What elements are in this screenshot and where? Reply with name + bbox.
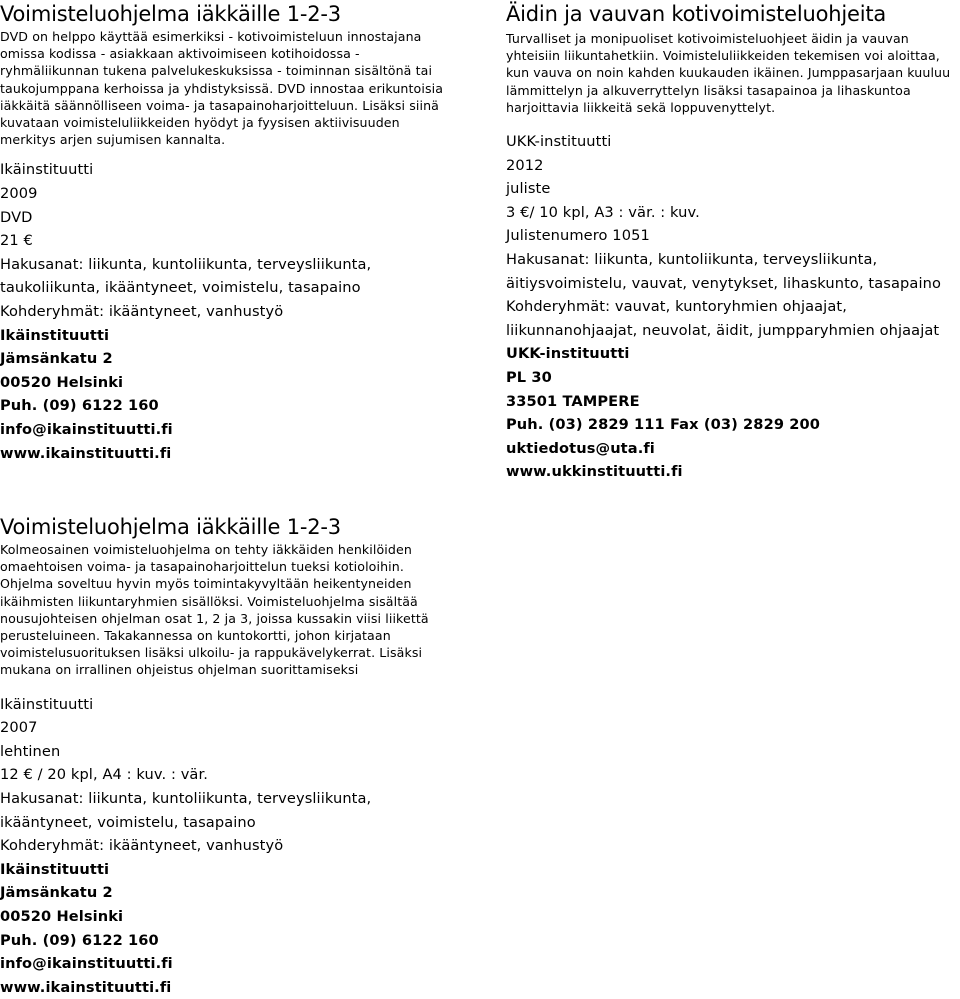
contact-phone: Puh. (09) 6122 160 — [0, 397, 159, 415]
price: 3 €/ 10 kpl, A3 : vär. : kuv. — [506, 203, 700, 221]
description-line: Kolmeosainen voimisteluohjelma on tehty iäkkäiden henkilöiden — [0, 542, 412, 557]
product-entry-1 — [0, 1, 470, 465]
entry-title: Äidin ja vauvan kotivoimisteluohjeita — [506, 2, 887, 26]
target-groups-cont: liikunnanohjaajat, neuvolat, äidit, jumpparyhmien ohjaajat — [506, 321, 940, 339]
description-line: Turvalliset ja monipuoliset kotivoimisteluohjeet äidin ja vauvan — [506, 31, 909, 46]
poster-number: Julistenumero 1051 — [506, 227, 650, 245]
keywords-cont: äitiysvoimistelu, vauvat, venytykset, lihaskunto, tasapaino — [506, 274, 941, 292]
entry-description — [0, 541, 470, 679]
year: 2007 — [0, 719, 38, 737]
description-line: yhteisiin liikuntahetkiin. Voimisteluliikkeiden tekemisen voi aloittaa, — [506, 48, 940, 64]
description-line: kuvataan voimisteluliikkeiden hyödyt ja fyysisen aktiivisuuden — [0, 115, 400, 131]
contact-po-box: PL 30 — [506, 368, 552, 386]
entry-details — [0, 158, 470, 465]
description-line: taukojumppana kerhoissa ja yhdistyksissä. DVD innostaa erikuntoisia — [0, 80, 444, 96]
contact-postal: 00520 Helsinki — [0, 373, 124, 391]
entry-details — [0, 693, 470, 999]
description-line: DVD on helppo käyttää esimerkiksi - kotivoimisteluun innostajana — [0, 29, 422, 44]
entry-details — [506, 130, 960, 484]
keywords-cont: taukoliikunta, ikääntyneet, voimistelu, tasapaino — [0, 279, 361, 297]
entry-title: Voimisteluohjelma iäkkäille 1-2-3 — [0, 2, 341, 26]
contact-street: Jämsänkatu 2 — [0, 884, 113, 902]
entry-description — [506, 30, 960, 116]
product-entry-3 — [0, 514, 470, 999]
format: juliste — [506, 180, 551, 198]
contact-phone: Puh. (09) 6122 160 — [0, 931, 159, 949]
description-line: iäkkäitä säännölliseen voima- ja tasapainoharjoitteluun. Lisäksi siinä — [0, 97, 439, 113]
description-line: ikäihmisten liikuntaryhmien sisällöksi. Voimisteluohjelma sisältää — [0, 593, 418, 609]
price: 12 € / 20 kpl, A4 : kuv. : vär. — [0, 766, 208, 784]
publisher: Ikäinstituutti — [0, 161, 94, 179]
description-line: kun vauva on noin kahden kuukauden ikäinen. Jumppasarjaan kuuluu — [506, 65, 951, 81]
year: 2009 — [0, 185, 38, 203]
description-line: ryhmäliikunnan tukena palvelukeskuksissa - toiminnan sisältönä tai — [0, 63, 433, 79]
year: 2012 — [506, 156, 544, 174]
product-entry-2 — [506, 1, 960, 484]
contact-website[interactable]: www.ikainstituutti.fi — [0, 444, 172, 462]
contact-website[interactable]: www.ikainstituutti.fi — [0, 978, 172, 996]
target-groups: Kohderyhmät: ikääntyneet, vanhustyö — [0, 837, 284, 855]
description-line: mukana on irrallinen ohjeistus ohjelman suorittamiseksi — [0, 662, 359, 678]
contact-email[interactable]: info@ikainstituutti.fi — [0, 420, 173, 438]
description-line: nousujohteisen ohjelman osat 1, 2 ja 3, joissa kussakin viisi liikettä — [0, 610, 429, 626]
target-groups: Kohderyhmät: ikääntyneet, vanhustyö — [0, 302, 284, 320]
description-line: omissa kodissa - asiakkaan aktivoimiseen kotihoidossa - — [0, 46, 360, 62]
contact-postal: 33501 TAMPERE — [506, 392, 640, 410]
contact-name: Ikäinstituutti — [0, 860, 110, 878]
description-line: harjoittavia liikkeitä sekä loppuvenyttelyt. — [506, 99, 776, 115]
price: 21 € — [0, 232, 33, 250]
publisher: Ikäinstituutti — [0, 695, 94, 713]
contact-name: UKK-instituutti — [506, 345, 630, 363]
contact-website[interactable]: www.ukkinstituutti.fi — [506, 463, 683, 481]
keywords: Hakusanat: liikunta, kuntoliikunta, terveysliikunta, — [506, 250, 878, 268]
publisher: UKK-instituutti — [506, 133, 612, 151]
contact-phone: Puh. (03) 2829 111 Fax (03) 2829 200 — [506, 416, 821, 434]
keywords: Hakusanat: liikunta, kuntoliikunta, terveysliikunta, — [0, 790, 372, 807]
entry-description — [0, 28, 470, 148]
contact-postal: 00520 Helsinki — [0, 907, 124, 925]
description-line: Ohjelma soveltuu hyvin myös toimintakyvyltään heikentyneiden — [0, 576, 412, 592]
description-line: lämmittelyn ja alkuverryttelyn lisäksi tasapainoa ja lihaskuntoa — [506, 82, 911, 98]
contact-street: Jämsänkatu 2 — [0, 350, 113, 368]
contact-email[interactable]: info@ikainstituutti.fi — [0, 955, 173, 973]
description-line: omaehtoisen voima- ja tasapainoharjoittelun tueksi kotioloihin. — [0, 559, 404, 575]
contact-email[interactable]: uktiedotus@uta.fi — [506, 439, 655, 457]
description-line: merkitys arjen sujumisen kannalta. — [0, 132, 226, 148]
keywords: Hakusanat: liikunta, kuntoliikunta, terveysliikunta, — [0, 255, 372, 273]
target-groups: Kohderyhmät: vauvat, kuntoryhmien ohjaajat, — [506, 298, 847, 316]
description-line: voimistelusuorituksen lisäksi ulkoilu- ja rappukävelykerrat. Lisäksi — [0, 645, 423, 661]
contact-name: Ikäinstituutti — [0, 326, 110, 344]
format: lehtinen — [0, 742, 61, 760]
entry-title: Voimisteluohjelma iäkkäille 1-2-3 — [0, 515, 341, 539]
description-line: perusteluineen. Takakannessa on kuntokortti, johon kirjataan — [0, 628, 391, 644]
keywords-cont: ikääntyneet, voimistelu, tasapaino — [0, 813, 256, 831]
format: DVD — [0, 208, 33, 226]
